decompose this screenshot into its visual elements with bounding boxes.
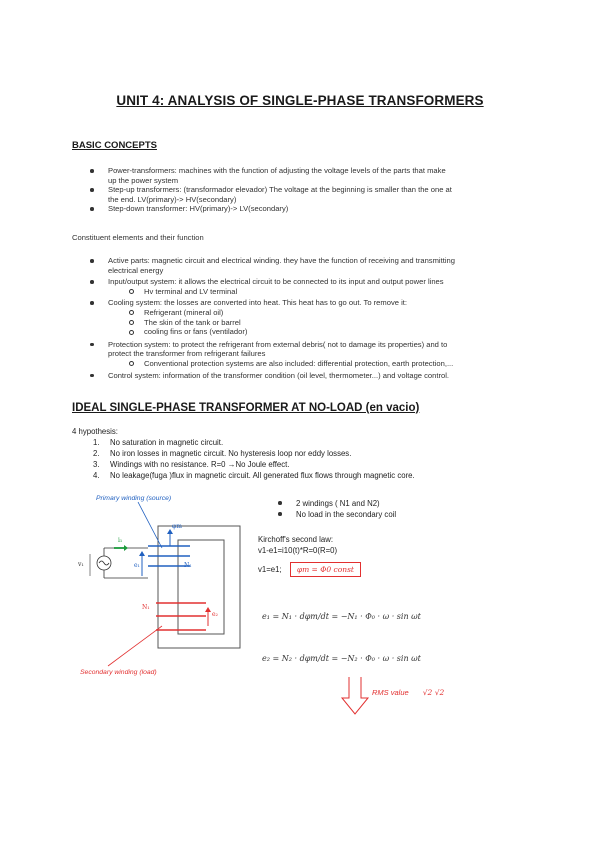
hypothesis-item: 3. Windings with no resistance. R=0 →No Joule effect. [93, 460, 290, 469]
secondary-winding [156, 603, 206, 630]
i1-label: i₁ [118, 537, 123, 544]
list-item: 2 windings ( N1 and N2) [296, 498, 396, 509]
list-item: Protection system: to protect the refrigerant from external debris( not to damage its properties) and to protect the transformer from refrigerant failures [108, 340, 558, 359]
page-title: UNIT 4: ANALYSIS OF SINGLE-PHASE TRANSFORMERS [116, 93, 484, 108]
list-subitem: Conventional protection systems are also included: differential protection, earth protection,... [144, 359, 558, 369]
kirchoff-eq1: v1-e1=i10(t)*R=0(R=0) [258, 546, 338, 555]
hypothesis-intro: 4 hypothesis: [72, 427, 118, 436]
hypothesis-block [72, 426, 552, 481]
list-item: No load in the secondary coil [296, 510, 397, 519]
hypothesis-item: 1. No saturation in magnetic circuit. [93, 438, 224, 447]
n1-top-label: N₁ [184, 562, 192, 569]
rms-value-label: RMS value √2 √2 [372, 688, 445, 697]
constituent-list [108, 256, 558, 380]
list-subitem: Hv terminal and LV terminal [144, 287, 558, 297]
basic-concepts-heading: BASIC CONCEPTS [72, 140, 157, 151]
list-item: Input/output system: it allows the electrical circuit to be connected to its input and output power lines [108, 277, 558, 287]
ideal-transformer-heading: IDEAL SINGLE-PHASE TRANSFORMER AT NO-LOAD (en vacio) [72, 402, 420, 414]
rms-handwritten: √2 √2 [422, 688, 445, 697]
basic-concepts-list [108, 166, 558, 214]
diagram-bullets [296, 498, 396, 520]
hypothesis-item: 4. No leakage(fuga )flux in magnetic circuit. All generated flux flows through magnetic core. [93, 471, 415, 480]
kirchoff-heading: Kirchoff's second law: [258, 535, 334, 544]
list-subitem: cooling fins or fans (ventilador) [144, 327, 558, 337]
magnetic-core-inner [178, 540, 224, 634]
transformer-diagram [78, 488, 268, 688]
list-item: Control system: information of the transformer condition (oil level, thermometer...) and voltage control. [108, 371, 558, 381]
rms-down-arrow-icon [340, 676, 370, 716]
e1-label: e₁ [134, 562, 140, 569]
n1-bottom-label: N₁ [142, 604, 150, 611]
equation-e1: e₁ = N₁ · dφm/dt = −N₁ · Φ₀ · ω · sin ωt [262, 612, 421, 621]
equation-e2: e₂ = N₂ · dφm/dt = −N₂ · Φ₀ · ω · sin ωt [262, 654, 421, 663]
list-subitem: The skin of the tank or barrel [144, 318, 558, 328]
kirchoff-eq2: v1=e1; φm = Φ0 const [258, 562, 361, 577]
list-item: Cooling system: the losses are converted into heat. This heat has to go out. To remove it: [108, 298, 558, 308]
list-item: Power-transformers: machines with the function of adjusting the voltage levels of the parts that make up the power system [108, 166, 558, 185]
constituent-heading: Constituent elements and their function [72, 233, 204, 242]
e2-label: e₂ [212, 611, 218, 618]
list-item: Step-up transformers: (transformador elevador) The voltage at the beginning is smaller than the one at the end. LV(primary)-> HV(secondary) [108, 185, 558, 204]
phi-label: φm [172, 523, 182, 530]
kirchoff-block [258, 534, 361, 577]
list-item: Step-down transformer: HV(primary)-> LV(secondary) [108, 204, 558, 214]
handwritten-note: φm = Φ0 const [290, 562, 361, 577]
hypothesis-item: 2. No iron losses in magnetic circuit. No hysteresis loop nor eddy losses. [93, 449, 352, 458]
list-subitem: Refrigerant (mineral oil) [144, 308, 558, 318]
secondary-winding-label: Secondary winding (load) [80, 669, 157, 676]
list-item: Active parts: magnetic circuit and electrical winding. they have the function of receiving and transmitting electrical energy [108, 256, 558, 275]
primary-winding-label: Primary winding (source) [96, 495, 172, 502]
v1-label: v₁ [78, 561, 84, 568]
